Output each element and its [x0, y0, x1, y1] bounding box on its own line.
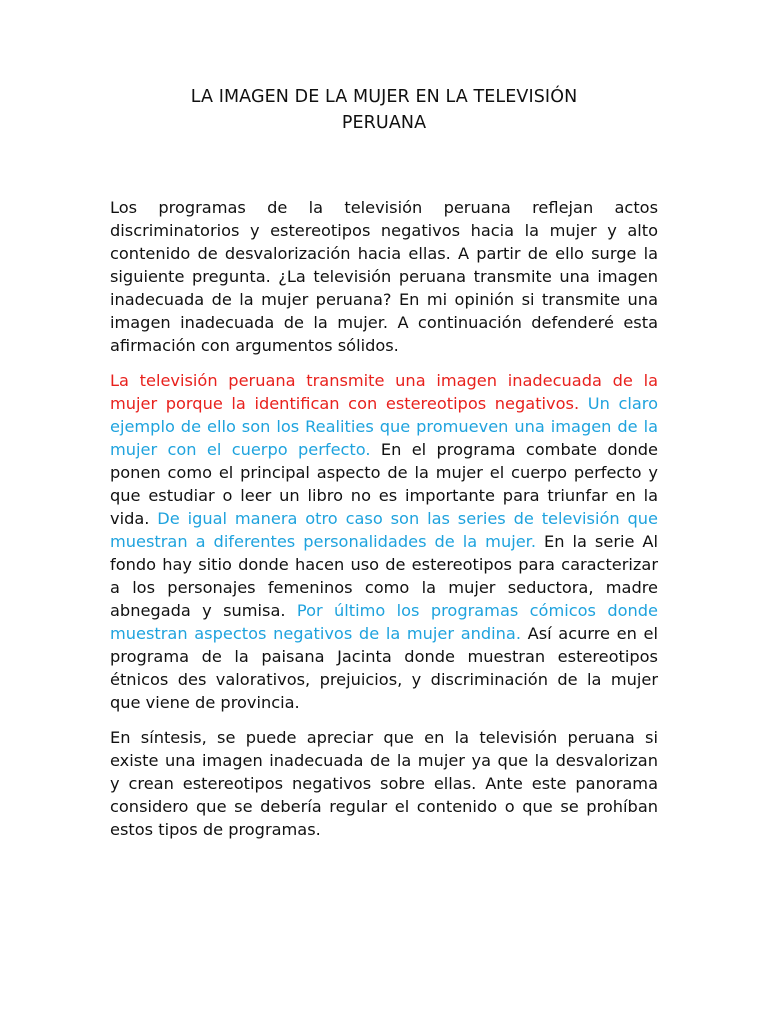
introduction-paragraph: Los programas de la televisión peruana reflejan actos discriminatorios y estereotipos negativos hacia la mujer y alto contenido de desvalorización hacia ellas. A partir de ello surge la siguiente pregunta. ¿La televisión peruana transmite una imagen inadecuada de la mujer peruana? En mi opinión si transmite una imagen inadecuada de la mujer. A continuación defenderé esta afirmación con argumentos sólidos. — [110, 198, 658, 355]
title-line-1: LA IMAGEN DE LA MUJER EN LA TELEVISIÓN — [190, 87, 578, 107]
conclusion-paragraph: En síntesis, se puede apreciar que en la televisión peruana si existe una imagen inadecuada de la mujer ya que la desvalorizan y crean estereotipos negativos sobre ellas. Ante este panorama considero que se debería regular el contenido o que se prohíban estos tipos de programas. — [110, 728, 658, 839]
support-3-text: Así acurre en el programa de la paisana Jacinta donde muestran estereotipos étnicos des valorativos, prejuicios, y discriminación de la mujer que viene de provincia. — [110, 624, 659, 712]
document-page — [110, 84, 658, 841]
support-1-text: En el programa combate donde ponen como el principal aspecto de la mujer el cuerpo perfecto y que estudiar o leer un libro no es importante para triunfar en la vida. — [110, 440, 658, 528]
document-title — [110, 84, 658, 136]
thesis-sentence: La televisión peruana transmite una imagen inadecuada de la mujer porque la identifican con estereotipos negativos. — [110, 371, 658, 413]
support-2-text: En la serie Al fondo hay sitio donde hacen uso de estereotipos para caracterizar a los personajes femeninos como la mujer seductora, madre abnegada y sumisa. — [110, 532, 659, 620]
argument-1-sentence: Un claro ejemplo de ello son los Realities que promueven una imagen de la mujer con el cuerpo perfecto. — [110, 394, 658, 459]
argument-2-sentence: De igual manera otro caso son las series de televisión que muestran a diferentes personalidades de la mujer. — [110, 509, 658, 551]
argument-3-sentence: Por último los programas cómicos donde muestran aspectos negativos de la mujer andina. — [110, 601, 658, 643]
title-line-2: PERUANA — [341, 113, 427, 133]
development-paragraph — [110, 369, 658, 714]
